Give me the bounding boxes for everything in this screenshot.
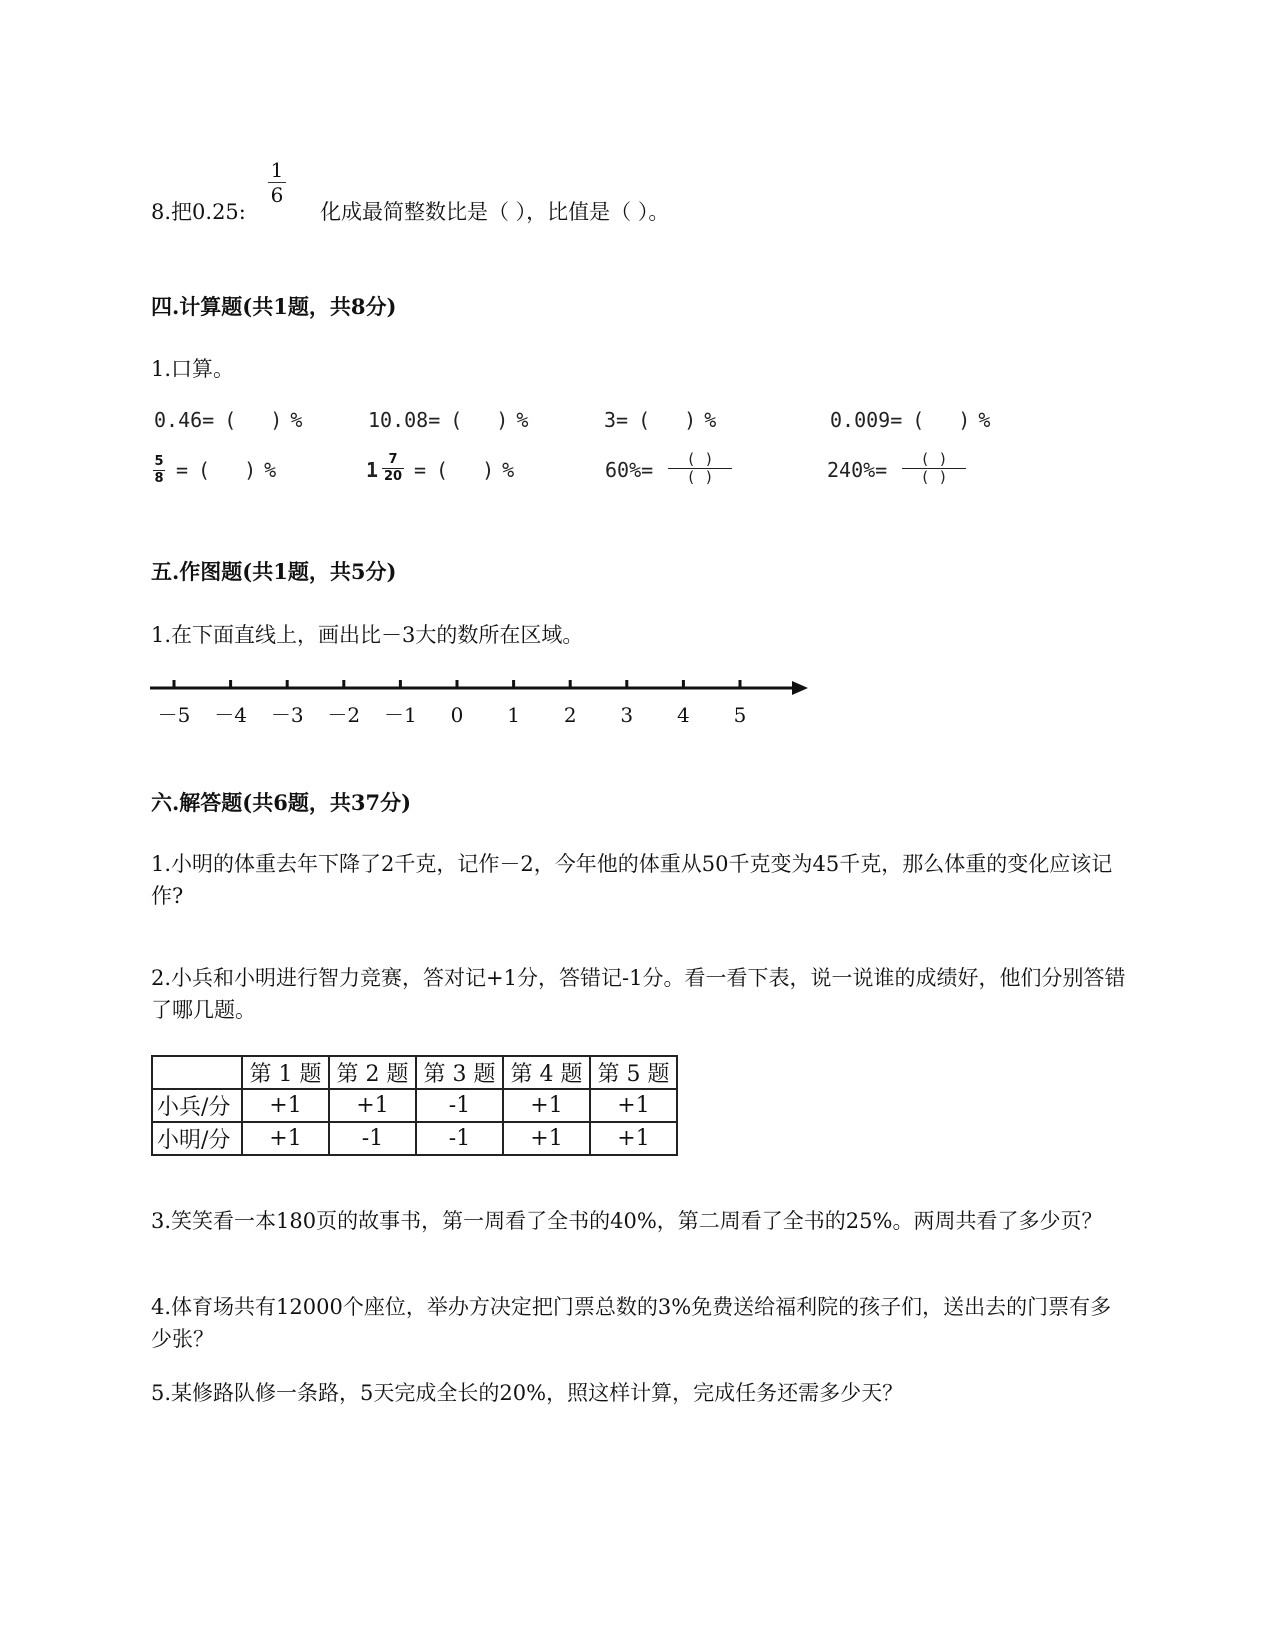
blank-fraction-240pct — [902, 452, 966, 485]
close-paren: ) — [496, 408, 509, 432]
calc-left: 0.46= — [154, 408, 215, 432]
table-cell: -1 — [329, 1122, 416, 1155]
table-cell: +1 — [590, 1122, 677, 1155]
table-header-cell — [152, 1056, 242, 1089]
table-cell: +1 — [242, 1089, 329, 1122]
table-header-row — [152, 1056, 677, 1089]
open-paren: ( — [224, 408, 237, 432]
equals-sign: = — [176, 458, 189, 482]
section6-heading: 六.解答题(共6题，共37分) — [151, 790, 412, 815]
number-line-label: 0 — [450, 703, 464, 727]
calc-item-10-08 — [368, 408, 528, 432]
q8-fraction — [268, 160, 286, 205]
percent-sign: % — [978, 408, 991, 432]
number-line-label: －5 — [157, 703, 191, 727]
table-row-label: 小明/分 — [152, 1122, 242, 1155]
table-cell: +1 — [329, 1089, 416, 1122]
q8-suffix: 化成最简整数比是（ ），比值是（ ）。 — [320, 200, 670, 224]
calc-mixed-whole: 1 — [366, 458, 379, 482]
calc-left: 0.009= — [830, 408, 903, 432]
calc-item-5-8-rest — [176, 458, 276, 482]
table-cell: -1 — [416, 1122, 503, 1155]
open-paren: ( — [450, 408, 463, 432]
table-row — [152, 1122, 677, 1155]
open-paren: ( — [638, 408, 651, 432]
q8-fraction-denominator: 6 — [270, 183, 284, 207]
q8-prefix: 8.把0.25: — [151, 200, 246, 224]
section6-q1: 1.小明的体重去年下降了2千克，记作－2，今年他的体重从50千克变为45千克，那么体重的变化应该记作? — [151, 852, 1113, 908]
table-cell: -1 — [416, 1089, 503, 1122]
calc-frac-5-8 — [153, 455, 165, 486]
open-paren: ( — [198, 458, 211, 482]
close-paren: ) — [244, 458, 257, 482]
table-cell: +1 — [503, 1122, 590, 1155]
equals-sign: = — [414, 458, 427, 482]
number-line-label: 5 — [733, 703, 747, 727]
open-paren: ( — [436, 458, 449, 482]
calc-item-0-009 — [830, 408, 990, 432]
percent-sign: % — [516, 408, 529, 432]
open-paren: ( — [912, 408, 925, 432]
fraction-numerator: 7 — [388, 452, 398, 467]
fraction-denominator: 8 — [154, 471, 164, 486]
section5-heading: 五.作图题(共1题，共5分) — [151, 559, 397, 584]
number-line — [140, 670, 830, 740]
blank-denominator: ( ) — [920, 468, 948, 486]
score-table — [151, 1055, 678, 1156]
table-row — [152, 1089, 677, 1122]
number-line-arrow — [792, 681, 808, 695]
table-row-label: 小兵/分 — [152, 1089, 242, 1122]
blank-numerator: ( ) — [686, 450, 714, 468]
table-cell: +1 — [242, 1122, 329, 1155]
blank-numerator: ( ) — [920, 450, 948, 468]
table-header-cell: 第 3 题 — [416, 1056, 503, 1089]
number-line-label: 3 — [620, 703, 634, 727]
close-paren: ) — [958, 408, 971, 432]
section4-q1-label: 1.口算。 — [151, 357, 235, 381]
calc-left: 10.08= — [368, 408, 441, 432]
calc-frac-7-20 — [382, 453, 404, 484]
calc-item-0-46 — [154, 408, 302, 432]
number-line-label: －4 — [214, 703, 247, 727]
calc-item-mixed-rest — [414, 458, 514, 482]
q8-fraction-numerator: 1 — [270, 158, 284, 182]
table-cell: +1 — [590, 1089, 677, 1122]
fraction-denominator: 20 — [383, 469, 403, 484]
table-header-cell: 第 1 题 — [242, 1056, 329, 1089]
section6-q4: 4.体育场共有12000个座位，举办方决定把门票总数的3%免费送给福利院的孩子们，送出去的门票有多少张？ — [151, 1295, 1112, 1351]
table-header-cell: 第 4 题 — [503, 1056, 590, 1089]
section5-q1: 1.在下面直线上，画出比－3大的数所在区域。 — [151, 623, 584, 647]
percent-sign: % — [264, 458, 277, 482]
section6-q3: 3.笑笑看一本180页的故事书，第一周看了全书的40%，第二周看了全书的25%。两周共看了多少页？ — [151, 1209, 1103, 1233]
percent-sign: % — [502, 458, 515, 482]
number-line-label: －2 — [327, 703, 361, 727]
calc-item-3 — [604, 408, 716, 432]
section6-q2: 2.小兵和小明进行智力竞赛，答对记+1分，答错记-1分。看一看下表，说一说谁的成绩好，他们分别答错了哪几题。 — [151, 966, 1126, 1022]
blank-fraction-60pct — [668, 452, 732, 485]
calc-left: 3= — [604, 408, 629, 432]
table-header-cell: 第 5 题 — [590, 1056, 677, 1089]
percent-sign: % — [704, 408, 717, 432]
blank-denominator: ( ) — [686, 468, 714, 486]
calc-item-240pct: 240%= — [827, 458, 888, 482]
calc-item-60pct: 60%= — [605, 458, 654, 482]
fraction-numerator: 5 — [154, 454, 164, 469]
table-header-cell: 第 2 题 — [329, 1056, 416, 1089]
close-paren: ) — [270, 408, 283, 432]
close-paren: ) — [482, 458, 495, 482]
table-cell: +1 — [503, 1089, 590, 1122]
section6-q5: 5.某修路队修一条路，5天完成全长的20%，照这样计算，完成任务还需多少天？ — [151, 1381, 904, 1405]
percent-sign: % — [290, 408, 303, 432]
number-line-label: －1 — [384, 703, 417, 727]
close-paren: ) — [684, 408, 697, 432]
number-line-label: 1 — [507, 703, 520, 727]
number-line-label: 2 — [563, 703, 577, 727]
number-line-label: －3 — [270, 703, 304, 727]
section4-heading: 四.计算题(共1题，共8分) — [151, 294, 397, 319]
number-line-label: 4 — [677, 703, 690, 727]
